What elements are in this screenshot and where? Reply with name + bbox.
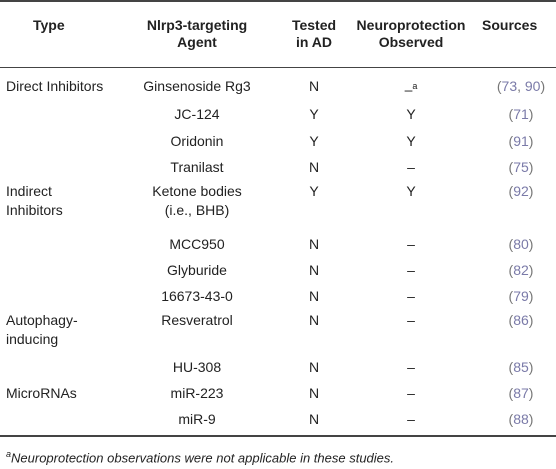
tested-cell: N: [308, 385, 320, 401]
paren-close: ): [528, 159, 534, 175]
paren-close: ): [528, 106, 534, 122]
paren-close: ): [528, 411, 534, 427]
paren-open: (: [508, 288, 514, 304]
agent-cell: HU-308: [172, 359, 222, 375]
header-neuro-line2: Observed: [378, 34, 444, 50]
agent-cell: MCC950: [169, 236, 225, 252]
paren-close: ): [528, 359, 534, 375]
paren-close: ): [528, 183, 534, 199]
agent-cell: Ginsenoside Rg3: [143, 78, 251, 94]
type-cell-line2: Inhibitors: [6, 202, 63, 218]
source-link[interactable]: 73: [501, 78, 518, 94]
type-cell: Direct Inhibitors: [6, 78, 104, 94]
neuroprotection-cell: [336, 385, 486, 402]
paren-open: (: [508, 411, 514, 427]
paren-open: (: [508, 133, 514, 149]
header-tested-line1: Tested: [291, 17, 337, 33]
agent-cell: Tranilast: [170, 159, 224, 175]
sources-cell: [486, 385, 556, 402]
agent-cell: 16673-43-0: [161, 288, 233, 304]
neuroprotection-cell: [336, 359, 486, 376]
source-separator: ,: [517, 78, 525, 94]
type-cell: Autophagy-: [6, 312, 78, 328]
sources-cell: [486, 183, 556, 200]
neuroprotection-value: –: [404, 81, 413, 98]
neuroprotection-value: Y: [406, 106, 416, 122]
footnote-marker: a: [6, 449, 12, 459]
neuroprotection-value: Y: [406, 183, 416, 199]
neuroprotection-cell: [336, 262, 486, 279]
neuroprotection-cell: [336, 183, 486, 200]
tested-cell: N: [308, 78, 320, 94]
neuroprotection-value: –: [407, 385, 415, 401]
sources-cell: [486, 159, 556, 176]
paren-open: (: [508, 106, 514, 122]
neuroprotection-value: –: [407, 159, 415, 175]
sources-cell: [486, 78, 556, 95]
tested-cell: N: [308, 236, 320, 252]
header-neuro-line1: Neuroprotection: [356, 17, 466, 33]
paren-close: ): [528, 312, 534, 328]
neuroprotection-cell: [336, 133, 486, 150]
neuroprotection-cell: [336, 78, 486, 99]
tested-cell: N: [308, 359, 320, 375]
neuroprotection-cell: [336, 288, 486, 305]
type-cell-line2: inducing: [6, 331, 59, 347]
agent-cell: Oridonin: [170, 133, 224, 149]
neuroprotection-value: –: [407, 312, 415, 328]
source-link[interactable]: 90: [524, 78, 541, 94]
type-cell: MicroRNAs: [6, 385, 77, 401]
footnote-ref: a: [412, 81, 418, 91]
source-link[interactable]: 79: [513, 288, 529, 304]
paren-close: ): [528, 288, 534, 304]
sources-cell: [486, 262, 556, 279]
header-agent: [122, 17, 272, 51]
neuroprotection-cell: [336, 411, 486, 428]
sources-cell: [486, 106, 556, 123]
tested-cell: N: [308, 312, 320, 328]
tested-cell: N: [308, 411, 320, 427]
paren-close: ): [528, 385, 534, 401]
agent-cell-line2: (i.e., BHB): [164, 202, 230, 218]
paren-open: (: [496, 78, 502, 94]
paren-open: (: [508, 262, 514, 278]
agent-cell: Ketone bodies: [152, 183, 242, 199]
neuroprotection-cell: [336, 106, 486, 123]
sources-cell: [486, 288, 556, 305]
paren-close: ): [528, 236, 534, 252]
neuroprotection-cell: [336, 159, 486, 176]
sources-cell: [486, 359, 556, 376]
neuroprotection-value: Y: [406, 133, 416, 149]
paren-close: ): [528, 262, 534, 278]
header-sources: Sources: [482, 17, 538, 33]
source-link[interactable]: 92: [513, 183, 529, 199]
neuroprotection-cell: [336, 312, 486, 329]
source-link[interactable]: 75: [513, 159, 529, 175]
source-link[interactable]: 82: [513, 262, 529, 278]
agent-cell: Resveratrol: [161, 312, 233, 328]
top-rule: [0, 0, 556, 2]
sources-cell: [486, 236, 556, 253]
agent-cell: JC-124: [174, 106, 220, 122]
sources-cell: [486, 133, 556, 150]
header-type: Type: [33, 17, 65, 33]
header-agent-line2: Agent: [177, 34, 217, 50]
tested-cell: Y: [309, 133, 319, 149]
agent-cell: Glyburide: [167, 262, 227, 278]
header-tested-line2: in AD: [295, 34, 333, 50]
neuroprotection-value: –: [407, 359, 415, 375]
paren-open: (: [508, 159, 514, 175]
header-rule: [0, 67, 556, 68]
paren-open: (: [508, 385, 514, 401]
source-link[interactable]: 80: [513, 236, 529, 252]
sources-cell: [486, 312, 556, 329]
neuroprotection-value: –: [407, 288, 415, 304]
footnote-text: Neuroprotection observations were not applicable in these studies.: [11, 450, 395, 466]
tested-cell: N: [308, 159, 320, 175]
source-link[interactable]: 88: [513, 411, 529, 427]
neuroprotection-value: –: [407, 411, 415, 427]
tested-cell: N: [308, 262, 320, 278]
source-link[interactable]: 86: [513, 312, 529, 328]
type-cell: Indirect: [6, 183, 52, 199]
paren-open: (: [508, 236, 514, 252]
paren-close: ): [528, 133, 534, 149]
tested-cell: N: [308, 288, 320, 304]
source-link[interactable]: 87: [513, 385, 529, 401]
agent-cell: miR-9: [178, 411, 216, 427]
neuroprotection-value: –: [407, 236, 415, 252]
bottom-rule: [0, 435, 556, 437]
agent-cell: miR-223: [170, 385, 224, 401]
paren-open: (: [508, 312, 514, 328]
neuroprotection-value: –: [407, 262, 415, 278]
paren-open: (: [508, 359, 514, 375]
header-agent-line1: Nlrp3-targeting: [146, 17, 248, 33]
footnote: [6, 449, 394, 465]
paren-open: (: [508, 183, 514, 199]
source-link[interactable]: 71: [513, 106, 529, 122]
paren-close: ): [540, 78, 546, 94]
neuroprotection-cell: [336, 236, 486, 253]
tested-cell: Y: [309, 183, 319, 199]
source-link[interactable]: 91: [513, 133, 529, 149]
header-neuroprotection: [336, 17, 486, 51]
sources-cell: [486, 411, 556, 428]
tested-cell: Y: [309, 106, 319, 122]
source-link[interactable]: 85: [513, 359, 529, 375]
